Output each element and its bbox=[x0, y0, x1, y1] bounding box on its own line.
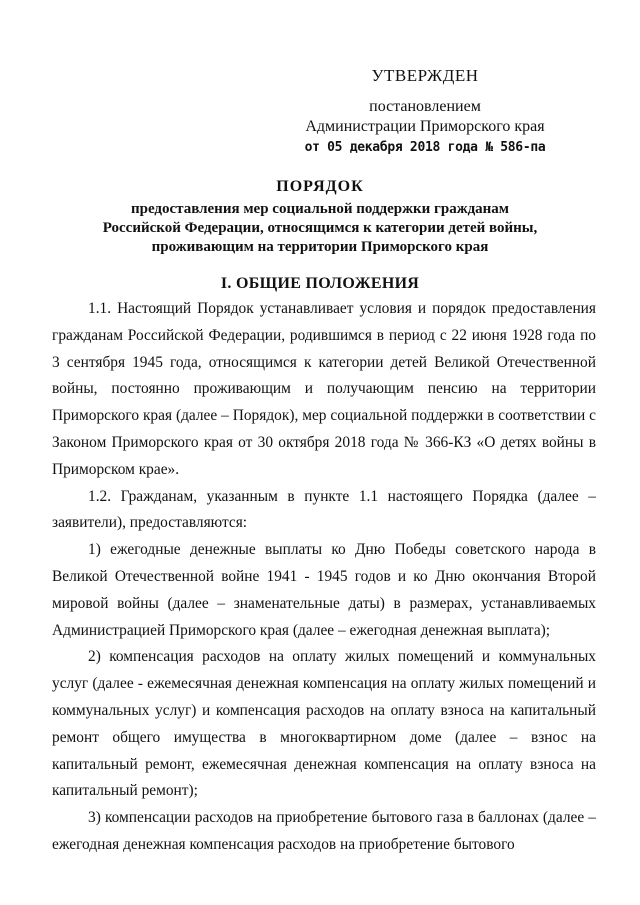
approval-stamp-block bbox=[300, 66, 550, 158]
document-subtitle bbox=[60, 200, 580, 257]
paragraph-1-1: 1.1. Настоящий Порядок устанавливает условия и порядок предоставления гражданам Российской Федерации, родившимся в период с 22 июня 1928 года по 3 сентября 1945 года, относящимся к категории детей Великой Отечественной войны, постоянно проживающим и получающим пенсию на территории Приморского края (далее – Порядок), мер социальной поддержки в соответствии с Законом Приморского края от 30 октября 2018 года № 366-КЗ «О детях войны в Приморском крае». bbox=[52, 300, 596, 478]
paragraph-1-2: 1.2. Гражданам, указанным в пункте 1.1 настоящего Порядка (далее – заявители), предоставляются: bbox=[52, 487, 596, 532]
list-item-2: 2) компенсация расходов на оплату жилых помещений и коммунальных услуг (далее - ежемесячная денежная компенсация на оплату жилых помещений и коммунальных услуг) и компенсация расходов на оплату взноса на капитальный ремонт общего имущества в многоквартирном доме (далее – взнос на капитальный ремонт, ежемесячная денежная компенсация на оплату взноса на капитальный ремонт); bbox=[52, 648, 596, 800]
document-title: ПОРЯДОК bbox=[276, 178, 364, 195]
section-heading: I. ОБЩИЕ ПОЛОЖЕНИЯ bbox=[220, 275, 420, 292]
list-item-1: 1) ежегодные денежные выплаты ко Дню Победы советского народа в Великой Отечественной войне 1941 - 1945 годов и ко Дню окончания Второй мировой войны (далее – знаменательные даты) в размерах, устанавливаемых Администрацией Приморского края (далее – ежегодная денежная выплата); bbox=[52, 541, 596, 639]
subtitle-line: проживающим на территории Приморского края bbox=[151, 239, 489, 255]
subtitle-line: Российской Федерации, относящимся к категории детей войны, bbox=[102, 220, 538, 236]
approval-line-resolution: постановлением bbox=[369, 98, 481, 115]
approved-heading: УТВЕРЖДЕН bbox=[371, 66, 479, 85]
approval-line-administration: Администрации Приморского края bbox=[305, 118, 545, 135]
list-item-3: 3) компенсации расходов на приобретение бытового газа в баллонах (далее – ежегодная денежная компенсация расходов на приобретение бытового bbox=[52, 809, 596, 853]
document-body bbox=[52, 296, 596, 859]
approval-date-number: от 05 декабря 2018 года № 586-па bbox=[304, 140, 546, 155]
subtitle-line: предоставления мер социальной поддержки гражданам bbox=[130, 201, 510, 217]
